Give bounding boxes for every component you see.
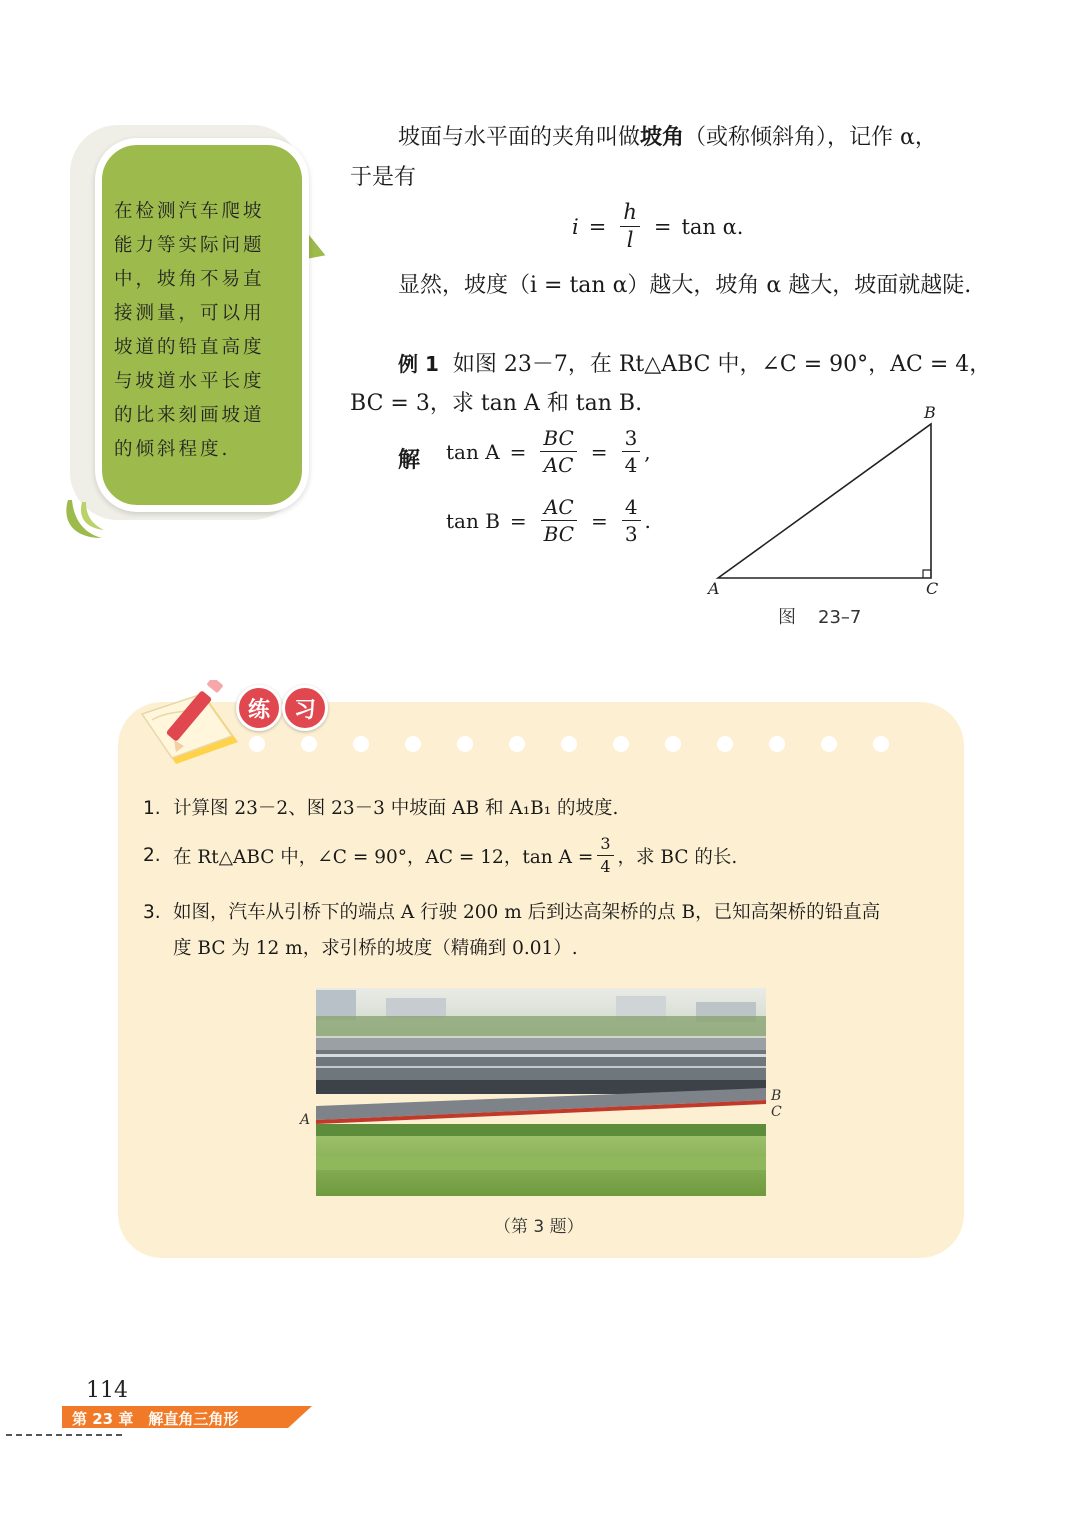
caption-prefix: 图 xyxy=(778,607,796,628)
decor-dot xyxy=(717,736,733,752)
definition-line-2: 于是有 xyxy=(350,165,417,190)
example-label: 例 1 xyxy=(398,352,439,376)
sol-end: . xyxy=(644,508,651,533)
solution-label: 解 xyxy=(398,448,421,473)
definition-line-1 xyxy=(398,124,937,152)
sol-numerator: 3 xyxy=(622,428,641,452)
q2-text-pre: 在 Rt△ABC 中，∠C = 90°，AC = 12，tan A = xyxy=(173,846,594,868)
sol-end: , xyxy=(644,439,651,464)
figure-caption xyxy=(778,603,861,629)
formula-denominator: l xyxy=(626,228,634,252)
sol-lhs: tan B xyxy=(446,508,500,533)
triangle-figure xyxy=(700,400,950,600)
decor-dot xyxy=(509,736,525,752)
decor-dot xyxy=(769,736,785,752)
q3-text-line-1: 如图，汽车从引桥下的端点 A 行驶 200 m 后到达高架桥的点 B，已知高架桥的铅直高 xyxy=(173,902,881,923)
q1-number: 1. xyxy=(143,798,161,819)
side-note-text: 在检测汽车爬坡能力等实际问题中，坡角不易直接测量，可以用坡道的铅直高度与坡道水平长度的比来刻画坡道的倾斜程度. xyxy=(114,201,265,460)
example-text: 如图 23－7，在 Rt△ABC 中，∠C = 90°，AC = 4， xyxy=(452,352,992,377)
photo-label-a: A xyxy=(300,1112,311,1128)
sol-numerator: BC xyxy=(540,428,576,452)
sol-numerator: AC xyxy=(541,497,577,521)
term-slope-angle: 坡角 xyxy=(640,125,685,150)
exercise-title-char-2: 习 xyxy=(282,685,328,731)
q2-frac-numerator: 3 xyxy=(597,836,613,856)
sol-eq: = xyxy=(509,508,527,533)
exercise-q1 xyxy=(143,794,618,820)
sol-lhs: tan A xyxy=(446,439,500,464)
example-line-1 xyxy=(398,350,991,379)
leaf-icon xyxy=(58,492,114,548)
sol-eq: = xyxy=(509,439,527,464)
footer-dashed-rule xyxy=(6,1434,122,1436)
vertex-label-c: C xyxy=(926,579,939,598)
decor-dot xyxy=(353,736,369,752)
decor-dot xyxy=(249,736,265,752)
sol-denominator: BC xyxy=(543,522,575,546)
sol-denominator: 4 xyxy=(624,453,638,477)
q3-number: 3. xyxy=(143,902,161,923)
formula-fraction xyxy=(620,202,640,251)
caption-number: 23–7 xyxy=(818,607,862,628)
q2-number: 2. xyxy=(143,845,161,866)
sol-fraction-letters xyxy=(540,428,576,475)
exercise-q3-line-2: 度 BC 为 12 m，求引桥的坡度（精确到 0.01）. xyxy=(173,938,578,959)
sol-fraction-numbers xyxy=(622,497,641,544)
page-number: 114 xyxy=(86,1378,128,1403)
photo-caption: （第 3 题） xyxy=(494,1217,584,1237)
decor-dot xyxy=(613,736,629,752)
sol-denominator: 3 xyxy=(624,522,638,546)
decor-dot xyxy=(405,736,421,752)
sol-denominator: AC xyxy=(543,453,574,477)
sol-eq: = xyxy=(591,508,608,533)
decor-dot xyxy=(821,736,837,752)
triangle-abc xyxy=(718,424,931,578)
photo-label-c: C xyxy=(771,1104,782,1120)
decor-dot xyxy=(873,736,889,752)
q2-fraction xyxy=(597,836,613,875)
decor-dot xyxy=(665,736,681,752)
formula-lhs: i xyxy=(572,214,579,239)
steepness-statement: 显然，坡度（i = tan α）越大，坡角 α 越大，坡面就越陡. xyxy=(398,273,972,298)
sol-fraction-numbers xyxy=(622,428,641,475)
exercise-q3-line-1 xyxy=(143,898,880,924)
vertex-label-a: A xyxy=(708,579,720,598)
exercise-title-char-1: 练 xyxy=(236,685,282,731)
decor-dot xyxy=(301,736,317,752)
solution-tan-b xyxy=(446,497,651,544)
example-line-2: BC = 3，求 tan A 和 tan B. xyxy=(350,391,643,416)
formula-numerator: h xyxy=(620,202,640,227)
vertex-label-b: B xyxy=(924,403,936,422)
formula-eq: = xyxy=(653,214,672,239)
definition-text-post: （或称倾斜角），记作 α， xyxy=(684,125,937,150)
q2-text-post: ，求 BC 的长. xyxy=(617,846,738,868)
bridge-photo-illustration xyxy=(316,988,766,1196)
definition-text-pre: 坡面与水平面的夹角叫做 xyxy=(398,125,641,150)
bridge-photo xyxy=(316,988,766,1196)
sol-fraction-letters xyxy=(541,497,577,544)
slope-formula xyxy=(572,202,743,251)
formula-eq: = xyxy=(588,214,607,239)
decor-dot xyxy=(457,736,473,752)
q1-text: 计算图 23－2、图 23－3 中坡面 AB 和 A₁B₁ 的坡度. xyxy=(173,798,619,819)
sol-numerator: 4 xyxy=(622,497,641,521)
right-angle-mark xyxy=(923,570,931,578)
paper-pencil-icon xyxy=(138,680,248,775)
solution-tan-a xyxy=(446,428,651,475)
exercise-q2 xyxy=(143,836,737,875)
sol-eq: = xyxy=(590,439,608,464)
decor-dot xyxy=(561,736,577,752)
q2-frac-denominator: 4 xyxy=(600,857,611,876)
photo-label-b: B xyxy=(771,1088,782,1104)
formula-rhs: tan α. xyxy=(681,214,744,239)
chapter-title: 第 23 章 解直角三角形 xyxy=(72,1410,239,1428)
